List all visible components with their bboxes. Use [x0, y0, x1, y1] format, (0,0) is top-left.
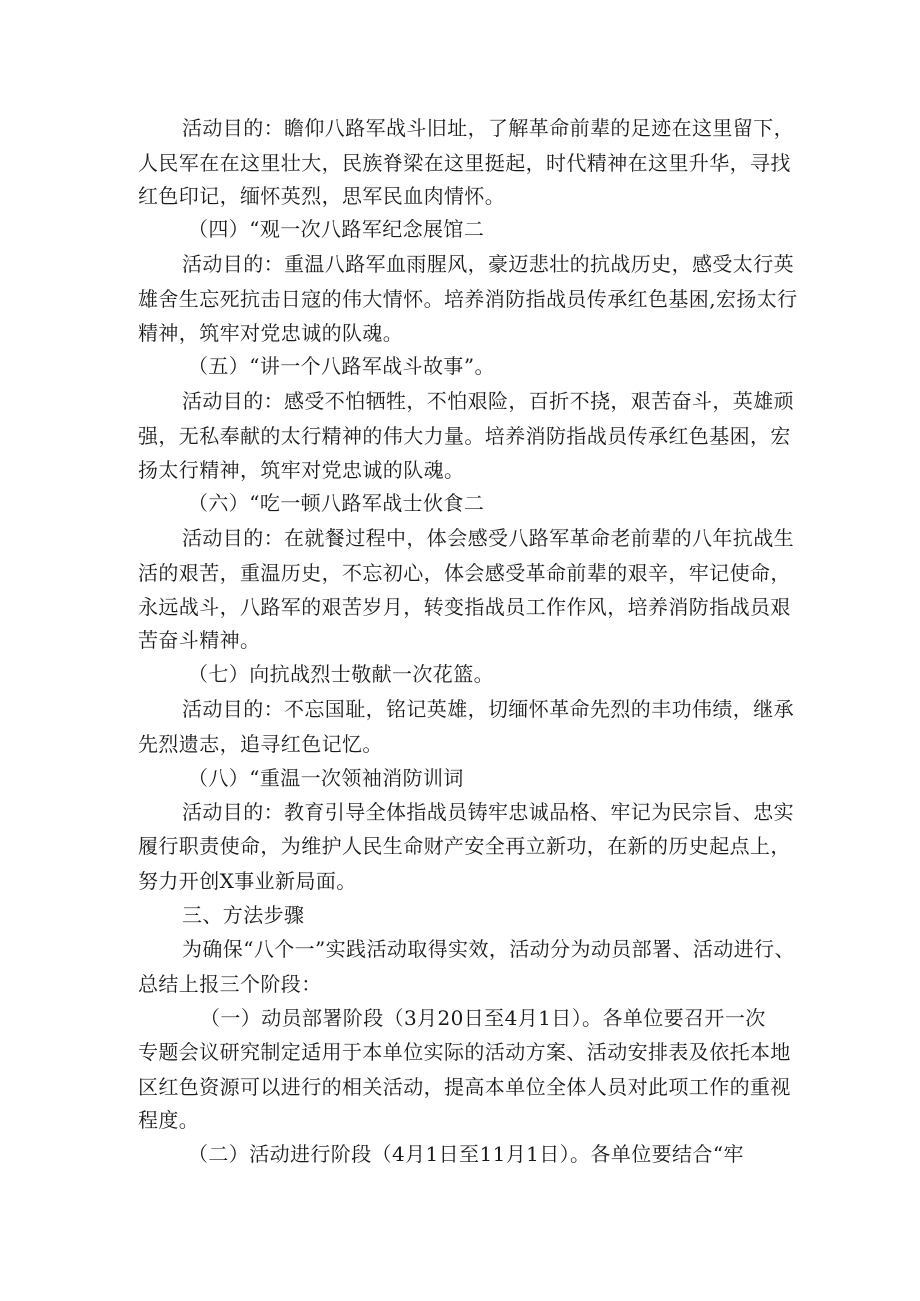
paragraph-line: 苦奋斗精神。 [138, 628, 261, 652]
section-heading-methods: 三、方法步骤 [182, 903, 305, 927]
paragraph-line: 专题会议研究制定适用于本单位实际的活动方案、活动安排表及依托本地 [138, 1040, 791, 1064]
paragraph-line: 总结上报三个阶段： [138, 972, 322, 996]
section-heading-8: （八）“重温一次领袖消防训词 [188, 766, 464, 790]
paragraph-line: 人民军在在这里壮大，民族脊梁在这里挺起，时代精神在这里升华，寻找 [138, 151, 791, 175]
paragraph-line: 强，无私奉献的太行精神的伟大力量。培养消防指战员传承红色基困，宏 [138, 424, 791, 448]
paragraph-line: 活动目的：不忘国耻，铭记英雄，切缅怀革命先烈的丰功伟绩，继承 [182, 697, 794, 721]
paragraph-line: 扬太行精神，筑牢对党忠诚的队魂。 [138, 458, 465, 482]
paragraph-line: 努力开创X事业新局面。 [138, 869, 357, 893]
paragraph-line: 活的艰苦，重温历史，不忘初心，体会感受革命前辈的艰辛，牢记使命， [138, 561, 791, 585]
paragraph-line: 履行职责使命，为维护人民生命财产安全再立新功，在新的历史起点上， [138, 834, 791, 858]
section-heading-4: （四）“观一次八路军纪念展馆二 [188, 217, 485, 241]
paragraph-line: 为确保“八个一”实践活动取得实效，活动分为动员部署、活动进行、 [182, 937, 795, 961]
paragraph-line: 活动目的：在就餐过程中，体会感受八路军革命老前辈的八年抗战生 [182, 526, 794, 550]
paragraph-line: 程度。 [138, 1108, 200, 1132]
paragraph-line: 红色印记，缅怀英烈，思军民血肉情怀。 [138, 184, 506, 208]
paragraph-line: 永远战斗，八路军的艰苦岁月，转变指战员工作作风，培养消防指战员艰 [138, 595, 791, 619]
paragraph-line: （二）活动进行阶段（4月1日至11月1日）。各单位要结合“牢 [188, 1142, 744, 1166]
section-heading-7: （七）向抗战烈士敬献一次花篮。 [188, 662, 494, 686]
paragraph-line: 区红色资源可以进行的相关活动，提高本单位全体人员对此项工作的重视 [138, 1075, 791, 1099]
paragraph-line: 活动目的：感受不怕牺牲，不怕艰险，百折不挠，艰苦奋斗，英雄顽 [182, 389, 794, 413]
paragraph-line: 雄舍生忘死抗击日寇的伟大情怀。培养消防指战员传承红色基困,宏扬太行 [138, 287, 798, 311]
section-heading-5: （五）“讲一个八路军战斗故事”。 [188, 354, 495, 378]
paragraph-line: 活动目的：瞻仰八路军战斗旧址，了解革命前辈的足迹在这里留下， [182, 116, 794, 140]
paragraph-line: 活动目的：教育引导全体指战员铸牢忠诚品格、牢记为民宗旨、忠实 [182, 800, 794, 824]
paragraph-line: 活动目的：重温八路军血雨腥风，豪迈悲壮的抗战历史，感受太行英 [182, 252, 794, 276]
paragraph-line: 先烈遗志，追寻红色记忆。 [138, 732, 383, 756]
section-heading-6: （六）“吃一顿八路军战士伙食二 [188, 491, 485, 515]
paragraph-line: 精神，筑牢对党忠诚的队魂。 [138, 321, 404, 345]
paragraph-line: （一）动员部署阶段（3月20日至4月1日）。各单位要召开一次 [200, 1006, 766, 1030]
